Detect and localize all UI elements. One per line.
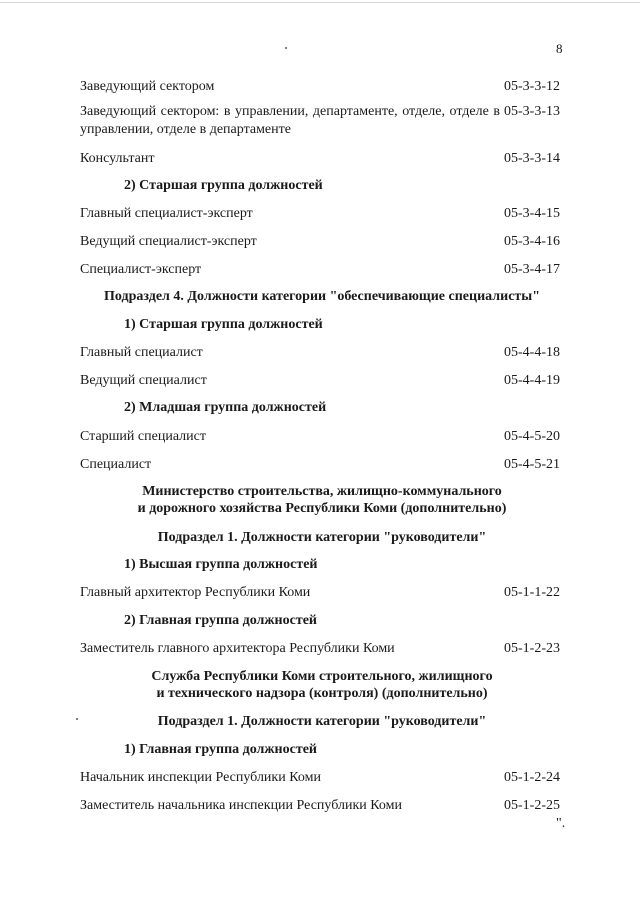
position-code: 05-4-4-19 (504, 373, 560, 388)
position-title: Специалист (80, 457, 152, 472)
group-heading: 2) Главная группа должностей (124, 613, 317, 628)
position-title: Заместитель начальника инспекции Республики Коми (80, 798, 402, 813)
position-title: Ведущий специалист-эксперт (80, 234, 257, 249)
position-code: 05-4-5-20 (504, 429, 560, 444)
position-code: 05-3-4-15 (504, 206, 560, 221)
position-title: Главный архитектор Республики Коми (80, 585, 311, 600)
position-title: Заведующий сектором: в управлении, департаменте, отделе, отделе в управлении, отделе в департаменте (80, 104, 500, 137)
service-heading: и технического надзора (контроля) (дополнительно) (156, 686, 488, 701)
position-code: 05-1-2-24 (504, 770, 560, 785)
subsection-heading: Подраздел 4. Должности категории "обеспечивающие специалисты" (104, 289, 540, 304)
position-code: 05-4-5-21 (504, 457, 560, 472)
subsection-heading: Подраздел 1. Должности категории "руководители" (157, 530, 487, 545)
position-title: Консультант (80, 151, 155, 166)
ministry-heading: Министерство строительства, жилищно-коммунального (142, 484, 502, 499)
position-title: Специалист-эксперт (80, 262, 202, 277)
position-code: 05-3-4-17 (504, 262, 560, 277)
position-title: Главный специалист (80, 345, 203, 360)
position-title: Старший специалист (80, 429, 206, 444)
position-title: Заведующий сектором (80, 79, 215, 94)
group-heading: 1) Старшая группа должностей (124, 317, 323, 332)
closing-quote-mark: ". (556, 816, 566, 831)
group-heading: 1) Высшая группа должностей (124, 557, 318, 572)
scan-top-edge (0, 2, 640, 3)
scan-speck (76, 718, 78, 720)
page-number: 8 (556, 41, 563, 56)
group-heading: 1) Главная группа должностей (124, 742, 317, 757)
group-heading: 2) Старшая группа должностей (124, 178, 323, 193)
position-title: Заместитель главного архитектора Республики Коми (80, 641, 395, 656)
position-title: Начальник инспекции Республики Коми (80, 770, 321, 785)
position-title: Главный специалист-эксперт (80, 206, 253, 221)
position-code: 05-4-4-18 (504, 345, 560, 360)
ministry-heading: и дорожного хозяйства Республики Коми (дополнительно) (137, 501, 507, 516)
position-code: 05-3-3-12 (504, 79, 560, 94)
position-code: 05-1-1-22 (504, 585, 560, 600)
scan-speck (285, 47, 287, 49)
group-heading: 2) Младшая группа должностей (124, 400, 327, 415)
position-title: Ведущий специалист (80, 373, 207, 388)
position-code: 05-3-4-16 (504, 234, 560, 249)
position-code: 05-3-3-14 (504, 151, 560, 166)
subsection-heading: Подраздел 1. Должности категории "руководители" (157, 714, 487, 729)
service-heading: Служба Республики Коми строительного, жилищного (151, 669, 493, 684)
position-code: 05-3-3-13 (504, 104, 560, 119)
position-code: 05-1-2-25 (504, 798, 560, 813)
position-code: 05-1-2-23 (504, 641, 560, 656)
